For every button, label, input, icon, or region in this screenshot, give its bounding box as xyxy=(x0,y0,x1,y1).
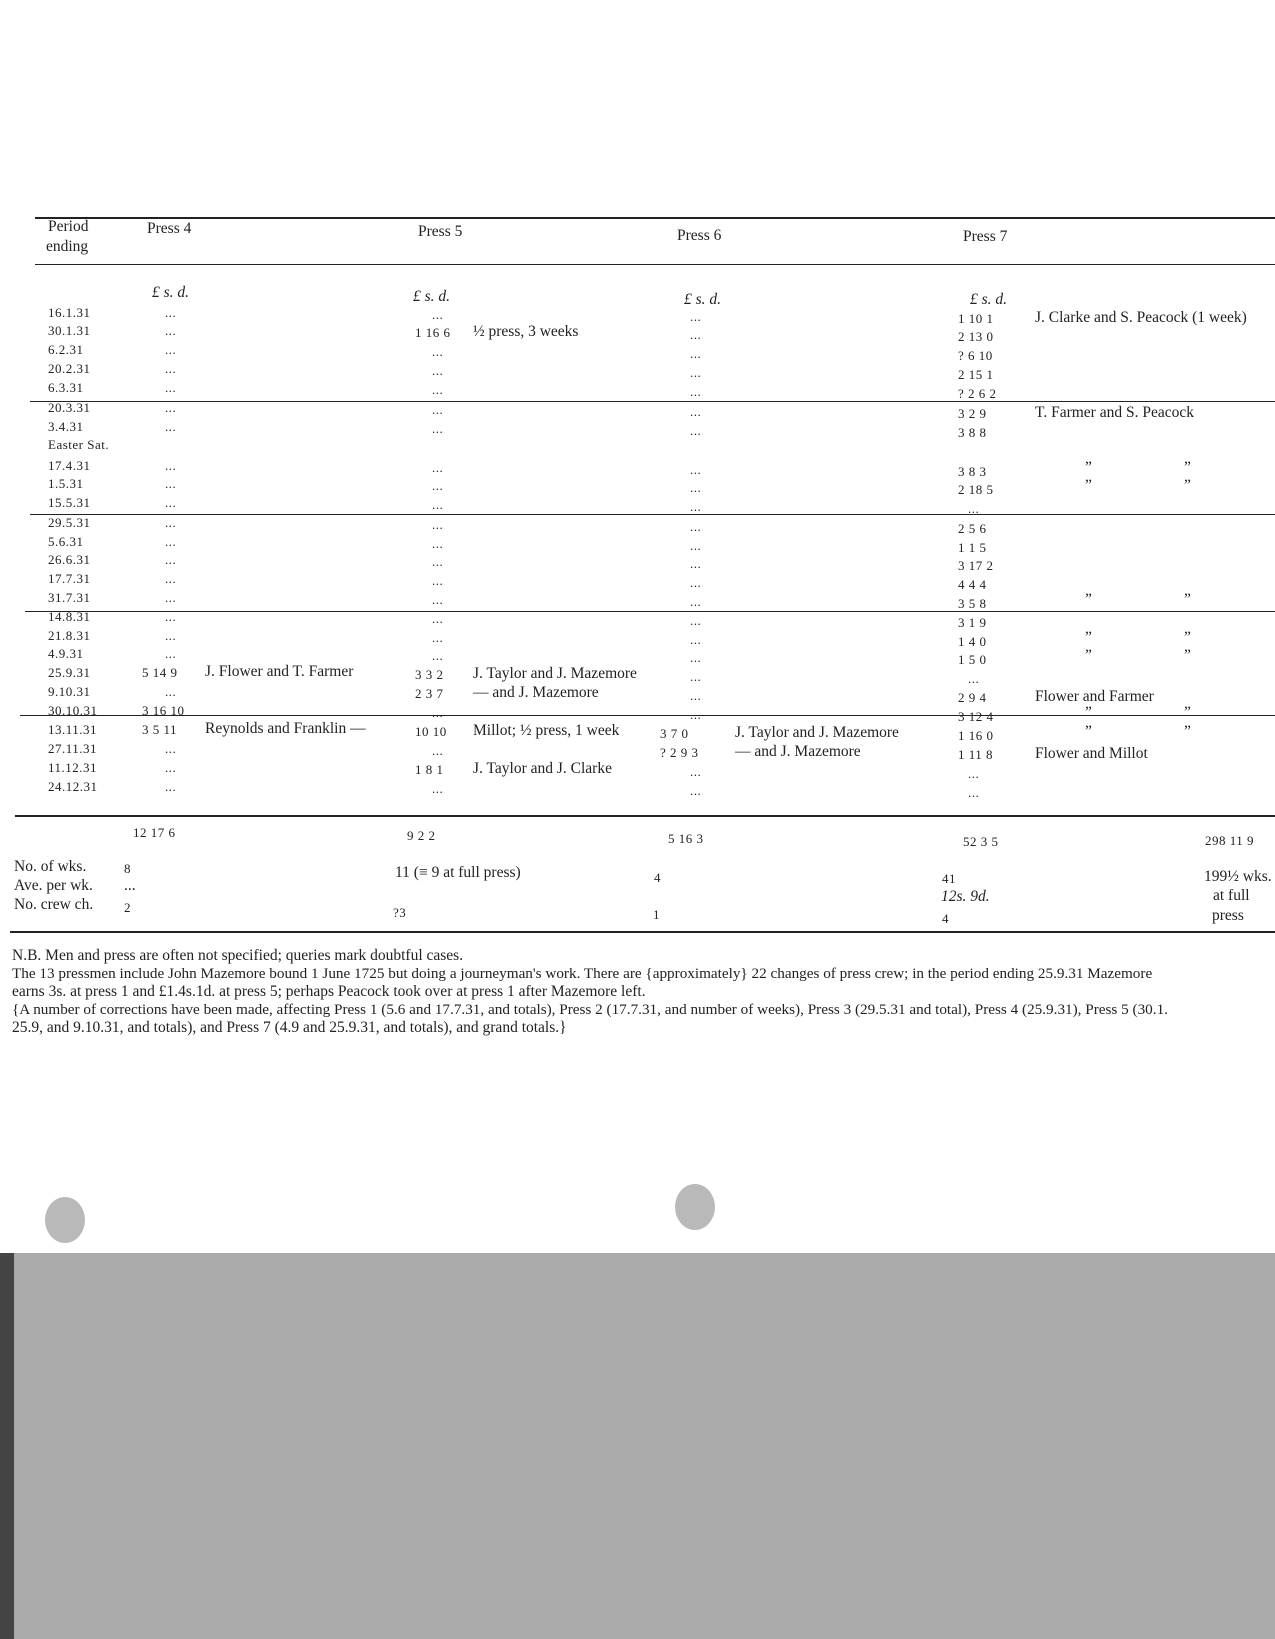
punch-hole-left xyxy=(45,1197,85,1243)
currency-label-press-5: £ s. d. xyxy=(413,288,451,305)
cell-press-4: ... xyxy=(165,476,177,491)
cell-press-7: 3 2 9 xyxy=(958,406,987,421)
cell-press-4: ... xyxy=(165,458,177,473)
cell-press-4: ... xyxy=(165,380,177,395)
cell-press-5: ... xyxy=(432,497,444,512)
currency-label-press-7: £ s. d. xyxy=(970,291,1008,308)
cell-press-7: 2 18 5 xyxy=(958,482,994,497)
cell-press-4: ... xyxy=(165,741,177,756)
cell-press-7: 1 1 5 xyxy=(958,540,987,555)
cell-press-4: 3 16 10 xyxy=(142,703,185,718)
cell-press-5: ... xyxy=(432,421,444,436)
cell-press-6: ... xyxy=(690,594,702,609)
cell-press-7: 1 11 8 xyxy=(958,747,994,762)
row-date: 15.5.31 xyxy=(48,495,91,510)
cell-press-5: 1 8 1 xyxy=(415,762,444,777)
footnote-5: 25.9, and 9.10.31, and totals), and Press 7 (4.9 and 25.9.31, and totals), and grand totals.} xyxy=(12,1019,567,1036)
note-press-7: Flower and Millot xyxy=(1035,745,1148,762)
cell-press-6: ... xyxy=(690,384,702,399)
cell-press-7: ? 2 6 2 xyxy=(958,386,997,401)
ditto-mark: ” xyxy=(1184,629,1191,646)
row-date: 9.10.31 xyxy=(48,684,91,699)
cell-press-4: ... xyxy=(165,342,177,357)
cell-press-4: ... xyxy=(165,400,177,415)
cell-press-6: ... xyxy=(690,538,702,553)
cell-press-6: ... xyxy=(690,365,702,380)
note-press-5: J. Taylor and J. Clarke xyxy=(473,760,612,777)
cell-press-5: ... xyxy=(432,363,444,378)
cell-press-4: ... xyxy=(165,323,177,338)
row-date: 30.10.31 xyxy=(48,703,98,718)
cell-press-6: ... xyxy=(690,404,702,419)
cell-press-6: ... xyxy=(690,688,702,703)
ditto-mark: ” xyxy=(1085,477,1092,494)
footnote-2: The 13 pressmen include John Mazemore bound 1 June 1725 but doing a journeyman's work. There are {approximately} 22 changes of press crew; in the period ending 25.9.31 Mazemore xyxy=(12,965,1153,982)
cell-press-7: 2 13 0 xyxy=(958,329,994,344)
group-rule-1 xyxy=(30,401,1275,402)
cell-press-6: ? 2 9 3 xyxy=(660,745,699,760)
note-press-4: Reynolds and Franklin — xyxy=(205,720,366,737)
note-press-5: ½ press, 3 weeks xyxy=(473,323,579,340)
row-date: 17.7.31 xyxy=(48,571,91,586)
row-date: 24.12.31 xyxy=(48,779,98,794)
grand-weeks-line2: at full xyxy=(1213,887,1250,904)
row-date: 29.5.31 xyxy=(48,515,91,530)
press-4-avg: ... xyxy=(124,877,136,894)
row-date: 21.8.31 xyxy=(48,628,91,643)
cell-press-5: ... xyxy=(432,536,444,551)
press-6-weeks: 4 xyxy=(654,870,661,885)
cell-press-4: ... xyxy=(165,609,177,624)
ditto-mark: ” xyxy=(1085,647,1092,664)
cell-press-7: 3 12 4 xyxy=(958,709,994,724)
press-6-crew: 1 xyxy=(653,907,660,922)
cell-press-6: ... xyxy=(690,519,702,534)
ditto-mark: ” xyxy=(1085,704,1092,721)
cell-press-6: ... xyxy=(690,669,702,684)
table-bottom-rule xyxy=(10,931,1275,933)
cell-press-4: ... xyxy=(165,515,177,530)
summary-weeks-label: No. of wks. xyxy=(14,858,87,875)
cell-press-6: 3 7 0 xyxy=(660,726,689,741)
cell-press-6: ... xyxy=(690,327,702,342)
header-bottom-rule xyxy=(35,264,1275,265)
cell-press-6: ... xyxy=(690,462,702,477)
ditto-mark: ” xyxy=(1184,704,1191,721)
ditto-mark: ” xyxy=(1184,647,1191,664)
row-date: 6.2.31 xyxy=(48,342,84,357)
cell-press-6: ... xyxy=(690,613,702,628)
group-rule-2 xyxy=(30,514,1275,515)
cell-press-7: 2 15 1 xyxy=(958,367,994,382)
cell-press-6: ... xyxy=(690,346,702,361)
cell-press-4: ... xyxy=(165,305,177,320)
note-press-6: J. Taylor and J. Mazemore xyxy=(735,724,899,741)
cell-press-5: ... xyxy=(432,573,444,588)
footnote-3: earns 3s. at press 1 and £1.4s.1d. at press 5; perhaps Peacock took over at press 1 after Mazemore left. xyxy=(12,983,646,1000)
row-date: 16.1.31 xyxy=(48,305,91,320)
note-press-5: — and J. Mazemore xyxy=(473,684,599,701)
table-top-rule xyxy=(35,217,1275,219)
cell-press-5: 2 3 7 xyxy=(415,686,444,701)
cell-press-4: 5 14 9 xyxy=(142,665,178,680)
press-4-crew: 2 xyxy=(124,900,131,915)
cell-press-7: 3 5 8 xyxy=(958,596,987,611)
cell-press-5: ... xyxy=(432,478,444,493)
cell-press-7: 1 16 0 xyxy=(958,728,994,743)
cell-press-7: 4 4 4 xyxy=(958,577,987,592)
cell-press-4: ... xyxy=(165,779,177,794)
cell-press-7: ? 6 10 xyxy=(958,348,993,363)
header-period: Period xyxy=(48,218,89,235)
cell-press-5: ... xyxy=(432,743,444,758)
row-date: 25.9.31 xyxy=(48,665,91,680)
cell-press-4: ... xyxy=(165,646,177,661)
grand-weeks: 199½ wks. xyxy=(1204,868,1272,885)
cell-press-5: ... xyxy=(432,402,444,417)
scanner-edge xyxy=(0,1253,14,1639)
header-press-7: Press 7 xyxy=(963,228,1008,245)
row-date: 20.2.31 xyxy=(48,361,91,376)
cell-press-6: ... xyxy=(690,480,702,495)
header-press-5: Press 5 xyxy=(418,223,463,240)
cell-press-5: ... xyxy=(432,307,444,322)
cell-press-6: ... xyxy=(690,764,702,779)
cell-press-7: ... xyxy=(968,671,980,686)
cell-press-7: ... xyxy=(968,785,980,800)
cell-press-7: 1 5 0 xyxy=(958,652,987,667)
cell-press-6: ... xyxy=(690,632,702,647)
row-date: 17.4.31 xyxy=(48,458,91,473)
scanner-background xyxy=(0,1253,1275,1639)
row-date: 27.11.31 xyxy=(48,741,98,756)
ditto-mark: ” xyxy=(1184,459,1191,476)
total-press-4: 12 17 6 xyxy=(133,825,176,840)
cell-press-4: ... xyxy=(165,534,177,549)
header-press-4: Press 4 xyxy=(147,220,192,237)
header-period-ending: ending xyxy=(46,238,89,255)
grand-total: 298 11 9 xyxy=(1205,833,1255,848)
row-date: 20.3.31 xyxy=(48,400,91,415)
cell-press-7: 3 8 3 xyxy=(958,464,987,479)
summary-avg-label: Ave. per wk. xyxy=(14,877,93,894)
totals-rule xyxy=(15,815,1275,817)
cell-press-6: ... xyxy=(690,707,702,722)
note-press-7: Flower and Farmer xyxy=(1035,688,1154,705)
total-press-6: 5 16 3 xyxy=(668,831,704,846)
footnote-1: N.B. Men and press are often not specified; queries mark doubtful cases. xyxy=(12,947,464,964)
press-7-avg: 12s. 9d. xyxy=(941,888,990,905)
cell-press-5: 10 10 xyxy=(415,724,447,739)
cell-press-5: ... xyxy=(432,460,444,475)
cell-press-4: ... xyxy=(165,684,177,699)
cell-press-5: ... xyxy=(432,344,444,359)
cell-press-6: ... xyxy=(690,423,702,438)
total-press-5: 9 2 2 xyxy=(407,828,436,843)
cell-press-5: 3 3 2 xyxy=(415,667,444,682)
cell-press-6: ... xyxy=(690,309,702,324)
row-date: 3.4.31 xyxy=(48,419,84,434)
header-press-6: Press 6 xyxy=(677,227,722,244)
cell-press-5: ... xyxy=(432,630,444,645)
row-date: Easter Sat. xyxy=(48,437,110,452)
row-date: 5.6.31 xyxy=(48,534,84,549)
ditto-mark: ” xyxy=(1184,723,1191,740)
cell-press-6: ... xyxy=(690,783,702,798)
footnote-4: {A number of corrections have been made, affecting Press 1 (5.6 and 17.7.31, and totals), Press 2 (17.7.31, and number of weeks), Press 3 (29.5.31 and total), Press 4 (25.9.31), Press 5 (30.1. xyxy=(12,1001,1168,1018)
row-date: 1.5.31 xyxy=(48,476,84,491)
cell-press-5: ... xyxy=(432,611,444,626)
cell-press-6: ... xyxy=(690,650,702,665)
cell-press-7: ... xyxy=(968,501,980,516)
ditto-mark: ” xyxy=(1085,629,1092,646)
group-rule-3 xyxy=(25,611,1275,612)
cell-press-5: ... xyxy=(432,648,444,663)
cell-press-7: 2 9 4 xyxy=(958,690,987,705)
cell-press-7: 3 8 8 xyxy=(958,425,987,440)
cell-press-5: ... xyxy=(432,517,444,532)
ditto-mark: ” xyxy=(1184,591,1191,608)
row-date: 26.6.31 xyxy=(48,552,91,567)
press-7-crew: 4 xyxy=(942,911,949,926)
cell-press-6: ... xyxy=(690,556,702,571)
row-date: 14.8.31 xyxy=(48,609,91,624)
cell-press-6: ... xyxy=(690,499,702,514)
ditto-mark: ” xyxy=(1184,477,1191,494)
row-date: 30.1.31 xyxy=(48,323,91,338)
note-press-4: J. Flower and T. Farmer xyxy=(205,663,354,680)
cell-press-5: ... xyxy=(432,781,444,796)
total-press-7: 52 3 5 xyxy=(963,834,999,849)
press-5-weeks: 11 (≡ 9 at full press) xyxy=(395,864,521,881)
press-7-weeks: 41 xyxy=(942,871,956,886)
cell-press-7: 2 5 6 xyxy=(958,521,987,536)
row-date: 11.12.31 xyxy=(48,760,98,775)
note-press-5: Millot; ½ press, 1 week xyxy=(473,722,620,739)
cell-press-5: ... xyxy=(432,382,444,397)
row-date: 13.11.31 xyxy=(48,722,98,737)
press-4-weeks: 8 xyxy=(124,861,131,876)
row-date: 4.9.31 xyxy=(48,646,84,661)
cell-press-4: ... xyxy=(165,495,177,510)
cell-press-4: 3 5 11 xyxy=(142,722,178,737)
cell-press-4: ... xyxy=(165,571,177,586)
cell-press-4: ... xyxy=(165,552,177,567)
cell-press-4: ... xyxy=(165,760,177,775)
row-date: 31.7.31 xyxy=(48,590,91,605)
currency-label-press-4: £ s. d. xyxy=(152,284,190,301)
summary-crew-label: No. crew ch. xyxy=(14,896,94,913)
cell-press-5: ... xyxy=(432,554,444,569)
cell-press-7: 3 17 2 xyxy=(958,558,994,573)
ditto-mark: ” xyxy=(1085,459,1092,476)
cell-press-5: ... xyxy=(432,592,444,607)
cell-press-7: 3 1 9 xyxy=(958,615,987,630)
cell-press-6: ... xyxy=(690,575,702,590)
cell-press-5: 1 16 6 xyxy=(415,325,451,340)
cell-press-4: ... xyxy=(165,361,177,376)
grand-weeks-line3: press xyxy=(1212,907,1244,924)
cell-press-7: ... xyxy=(968,766,980,781)
note-press-7: T. Farmer and S. Peacock xyxy=(1035,404,1194,421)
note-press-5: J. Taylor and J. Mazemore xyxy=(473,665,637,682)
cell-press-4: ... xyxy=(165,590,177,605)
ditto-mark: ” xyxy=(1085,723,1092,740)
cell-press-7: 1 4 0 xyxy=(958,634,987,649)
ditto-mark: ” xyxy=(1085,591,1092,608)
punch-hole-center xyxy=(675,1184,715,1230)
cell-press-5: ... xyxy=(432,705,444,720)
cell-press-4: ... xyxy=(165,628,177,643)
note-press-6: — and J. Mazemore xyxy=(735,743,861,760)
press-5-crew: ?3 xyxy=(393,905,407,920)
currency-label-press-6: £ s. d. xyxy=(684,291,722,308)
note-press-7: J. Clarke and S. Peacock (1 week) xyxy=(1035,309,1247,326)
row-date: 6.3.31 xyxy=(48,380,84,395)
cell-press-7: 1 10 1 xyxy=(958,311,994,326)
cell-press-4: ... xyxy=(165,419,177,434)
